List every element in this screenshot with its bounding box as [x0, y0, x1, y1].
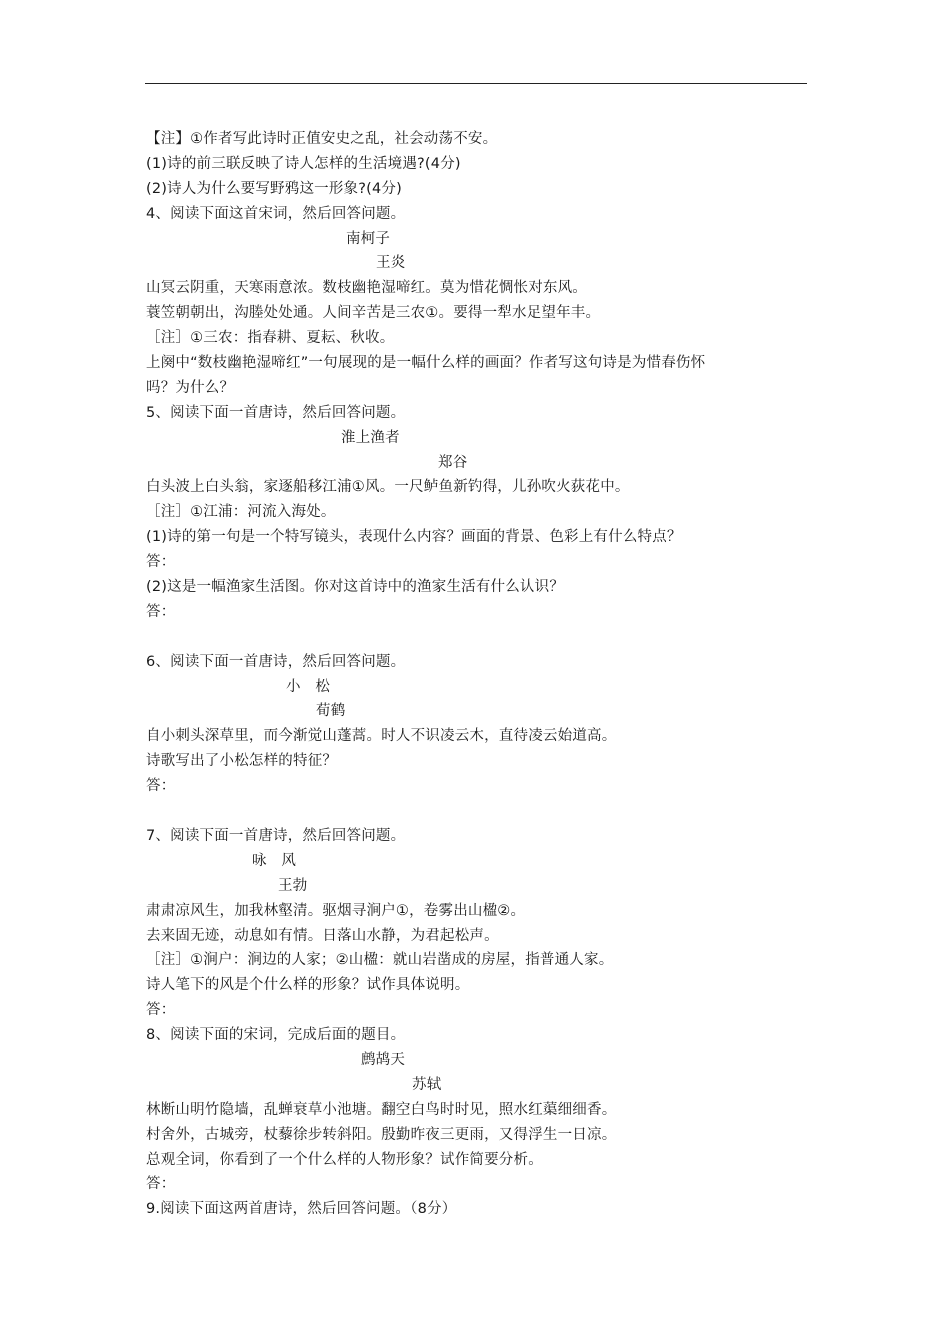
- question-line: (2)这是一幅渔家生活图。你对这首诗中的渔家生活有什么认识？: [146, 579, 565, 596]
- section-heading: 5、阅读下面一首唐诗，然后回答问题。: [146, 404, 406, 421]
- note-line: ［注］①涧户：涧边的人家；②山楹：就山岩凿成的房屋，指普通人家。: [146, 952, 614, 969]
- poem-title: 鹧鸪天: [361, 1051, 406, 1068]
- blank-line: [146, 799, 816, 824]
- section-heading: 6、阅读下面一首唐诗，然后回答问题。: [146, 653, 406, 670]
- note-line: ［注］①三农：指春耕、夏耘、秋收。: [146, 330, 395, 347]
- poem-line: 肃肃凉风生，加我林壑清。驱烟寻涧户①，卷雾出山楹②。: [146, 902, 526, 919]
- poem-author: 荀鹤: [316, 703, 346, 720]
- poem-title: 淮上渔者: [341, 429, 400, 446]
- answer-label: 答：: [146, 1176, 176, 1193]
- poem-author: 王炎: [376, 255, 406, 272]
- poem-author: 王勃: [278, 877, 308, 894]
- blank-line: [146, 625, 816, 650]
- note-line: ［注］①江浦：河流入海处。: [146, 504, 336, 521]
- poem-title: 南柯子: [346, 230, 391, 247]
- answer-label: 答：: [146, 1002, 176, 1019]
- section-heading: 9.阅读下面这两首唐诗，然后回答问题。（8分）: [146, 1201, 457, 1218]
- poem-line: 自小刺头深草里，而今渐觉山蓬蒿。时人不识凌云木，直待凌云始道高。: [146, 728, 617, 745]
- question-line: 诗人笔下的风是个什么样的形象？试作具体说明。: [146, 977, 470, 994]
- section-heading: 4、阅读下面这首宋词，然后回答问题。: [146, 205, 406, 222]
- answer-label: 答：: [146, 603, 176, 620]
- poem-title: 咏 风: [252, 852, 297, 869]
- poem-line: 蓑笠朝朝出，沟塍处处通。人间辛苦是三农①。要得一犁水足望年丰。: [146, 305, 601, 322]
- answer-label: 答：: [146, 778, 176, 795]
- poem-line: 林断山明竹隐墙，乱蝉衰草小池塘。翻空白鸟时时见，照水红蕖细细香。: [146, 1101, 617, 1118]
- header-rule: [145, 83, 807, 84]
- question-line: 上阕中“数枝幽艳湿啼红”一句展现的是一幅什么样的画面？作者写这句诗是为惜春伤怀: [146, 355, 706, 372]
- question-line: 总观全词，你看到了一个什么样的人物形象？试作简要分析。: [146, 1151, 543, 1168]
- section-heading: 8、阅读下面的宋词，完成后面的题目。: [146, 1027, 406, 1044]
- note-line: 【注】①作者写此诗时正值安史之乱，社会动荡不安。: [146, 131, 498, 147]
- poem-line: 白头波上白头翁，家逐船移江浦①风。一尺鲈鱼新钓得，儿孙吹火荻花中。: [146, 479, 630, 496]
- question-line: 吗？为什么？: [146, 379, 235, 396]
- question-line: (1)诗的第一句是一个特写镜头，表现什么内容？画面的背景、色彩上有什么特点？: [146, 529, 682, 546]
- poem-line: 去来固无迹，动息如有情。日落山水静，为君起松声。: [146, 927, 499, 944]
- poem-line: 村舍外，古城旁，杖藜徐步转斜阳。殷勤昨夜三更雨，又得浮生一日凉。: [146, 1126, 617, 1143]
- poem-title: 小 松: [286, 678, 331, 695]
- poem-author: 苏轼: [412, 1076, 442, 1093]
- answer-label: 答：: [146, 554, 176, 571]
- question-line: (2)诗人为什么要写野鸦这一形象?(4分): [146, 180, 402, 197]
- poem-author: 郑谷: [438, 454, 468, 471]
- document-body: [146, 127, 816, 1222]
- question-line: 诗歌写出了小松怎样的特征？: [146, 753, 338, 770]
- section-heading: 7、阅读下面一首唐诗，然后回答问题。: [146, 827, 406, 844]
- question-line: (1)诗的前三联反映了诗人怎样的生活境遇?(4分): [146, 155, 461, 172]
- poem-line: 山冥云阴重，天寒雨意浓。数枝幽艳湿啼红。莫为惜花惆怅对东风。: [146, 280, 587, 297]
